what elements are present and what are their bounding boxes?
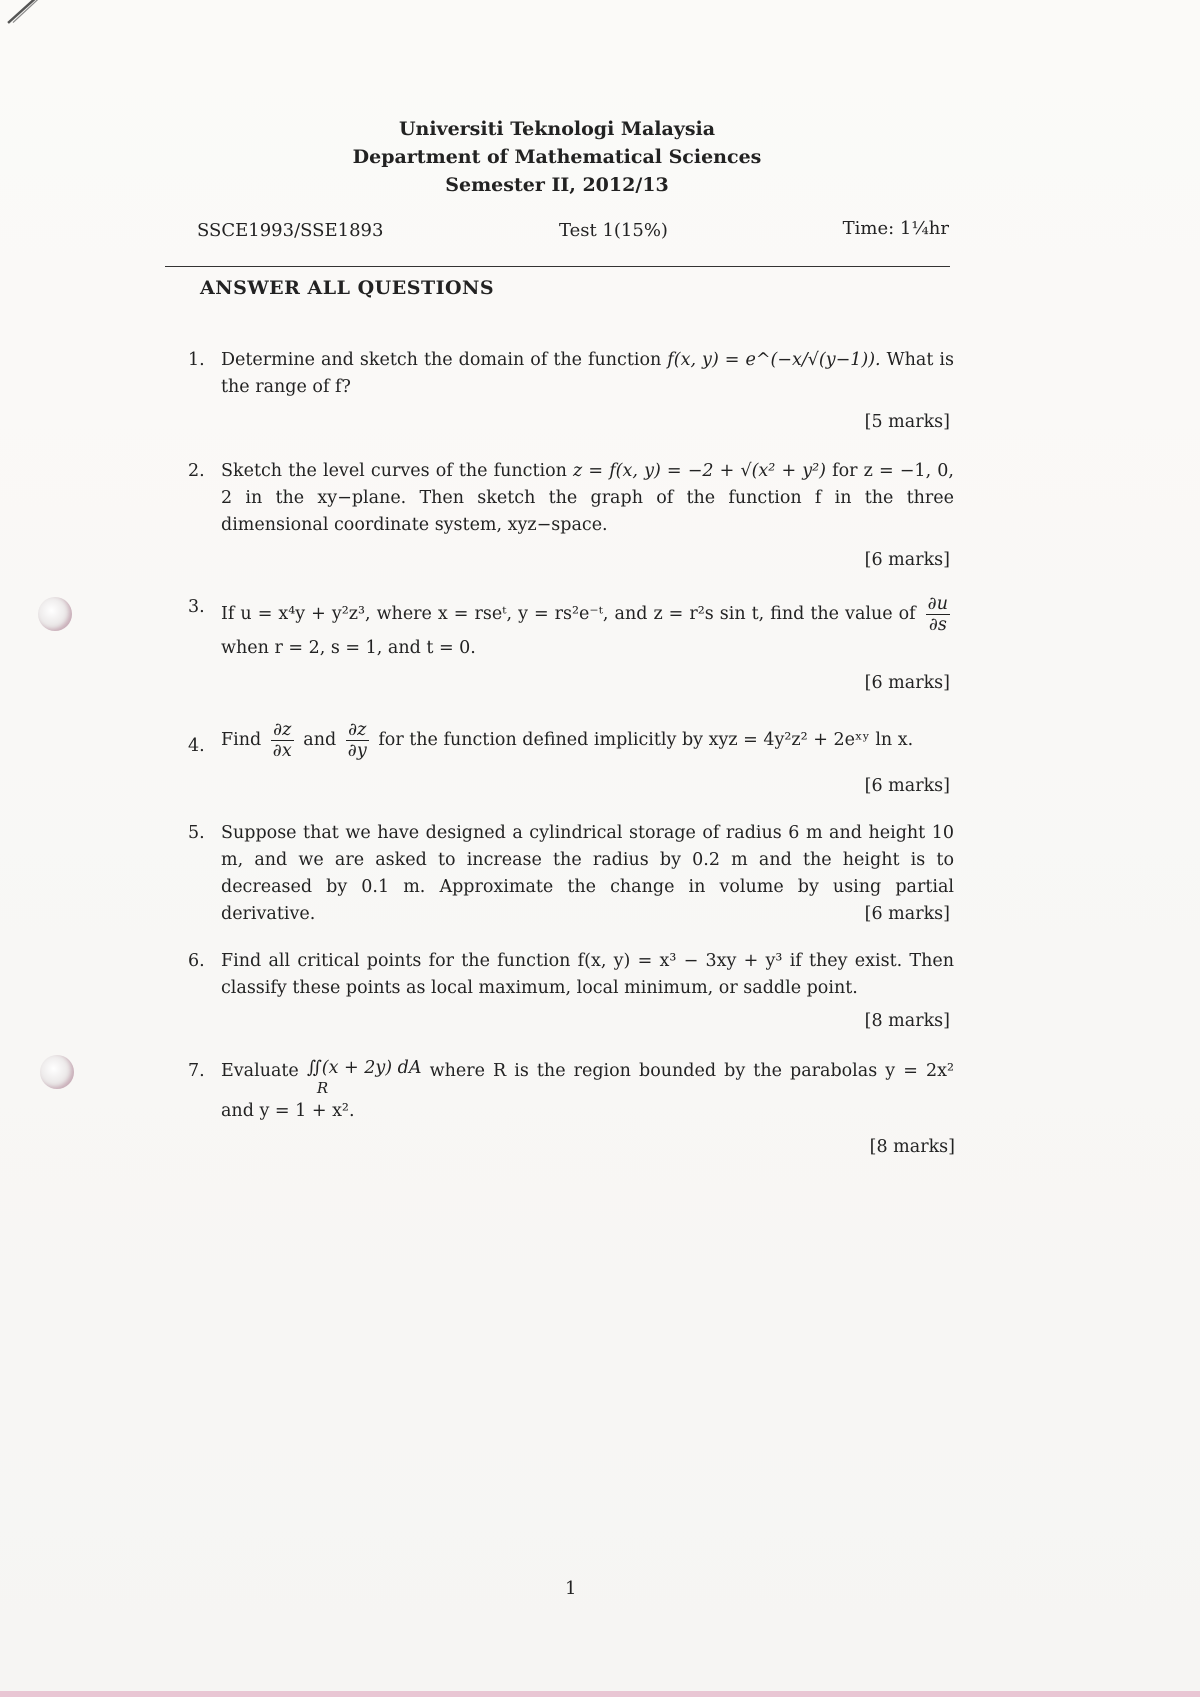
fraction-numerator: ∂u — [927, 594, 948, 614]
question-text: Evaluate — [221, 1061, 299, 1081]
semester-label: Semester II, 2012/13 — [445, 174, 669, 196]
question-text: Find — [221, 730, 262, 750]
question-text: when r = 2, s = 1, and t = 0. — [221, 638, 476, 658]
double-integral — [307, 1058, 422, 1098]
marks-label: [6 marks] — [864, 673, 950, 693]
marks-label: [5 marks] — [864, 412, 950, 432]
partial-fraction — [346, 720, 369, 761]
question-number: 5. — [188, 823, 205, 843]
question-number: 3. — [188, 597, 205, 617]
punch-hole-bottom — [40, 1055, 74, 1089]
question-number: 2. — [188, 461, 205, 481]
fraction-numerator: ∂z — [346, 720, 369, 741]
marks-label: [6 marks] — [864, 904, 950, 924]
question-6 — [188, 948, 954, 1002]
question-text: If u = x⁴y + y²z³, where x = rseᵗ, y = rs²e⁻ᵗ, and z = r²s sin t, find the value of — [221, 604, 916, 624]
question-number: 4. — [188, 736, 205, 756]
question-expression: z = f(x, y) = −2 + √(x² + y²) — [573, 461, 826, 481]
marks-label: [8 marks] — [864, 1011, 950, 1031]
question-text: for z = −1, 0, 2 in the xy−plane. Then sketch the graph of the function f in the three dimensional coordinate system, xyz−space. — [221, 461, 954, 535]
question-expression: f(x, y) = e^(−x/√(y−1)). — [667, 350, 881, 370]
question-text: What is the range of f? — [221, 350, 954, 397]
test-label: Test 1(15%) — [559, 220, 668, 241]
question-text: Determine and sketch the domain of the function — [221, 350, 662, 370]
question-number: 6. — [188, 951, 205, 971]
page-edge-tint — [0, 1691, 1200, 1697]
question-number: 1. — [188, 350, 205, 370]
fraction-denominator: ∂y — [347, 741, 367, 761]
page-number: 1 — [565, 1578, 577, 1599]
question-4 — [188, 720, 954, 761]
marks-label: [6 marks] — [864, 550, 950, 570]
question-3 — [188, 594, 954, 662]
question-text: for the function defined implicitly by xyz = 4y²z² + 2eˣʸ ln x. — [378, 730, 914, 750]
question-1 — [188, 347, 954, 401]
university-name: Universiti Teknologi Malaysia — [398, 118, 716, 140]
time-label: Time: 1¼hr — [842, 218, 949, 239]
exam-meta-row — [197, 220, 949, 250]
partial-fraction — [926, 594, 950, 635]
partial-fraction — [271, 720, 294, 761]
course-code: SSCE1993/SSE1893 — [197, 220, 384, 241]
question-7 — [188, 1058, 954, 1125]
marks-label: [8 marks] — [869, 1137, 955, 1157]
department-name: Department of Mathematical Sciences — [352, 146, 762, 168]
question-2 — [188, 458, 954, 539]
integral-expression: ∬(x + 2y) dA — [306, 1058, 422, 1078]
question-text: and — [303, 730, 337, 750]
exam-header — [300, 115, 814, 199]
pen-stroke-mark — [5, 0, 64, 27]
question-number: 7. — [188, 1061, 205, 1081]
marks-label: [6 marks] — [864, 776, 950, 796]
instruction-heading: ANSWER ALL QUESTIONS — [200, 277, 495, 299]
integral-region: R — [316, 1079, 329, 1097]
question-5 — [188, 820, 954, 928]
punch-hole-top — [38, 597, 72, 631]
question-text: Suppose that we have designed a cylindrical storage of radius 6 m and height 10 m, and we are asked to increase the radius by 0.2 m and the height is to decreased by 0.1 m. Approximate the change in volume by using partial derivative. — [221, 823, 954, 924]
fraction-numerator: ∂z — [271, 720, 294, 741]
question-text: where R is the region bounded by the parabolas y = 2x² and y = 1 + x². — [221, 1061, 954, 1121]
header-divider — [165, 266, 950, 267]
question-text: Sketch the level curves of the function — [221, 461, 567, 481]
question-text: Find all critical points for the function f(x, y) = x³ − 3xy + y³ if they exist. Then classify these points as local maximum, local minimum, or saddle point. — [221, 951, 954, 998]
fraction-denominator: ∂x — [272, 741, 292, 761]
fraction-denominator: ∂s — [928, 615, 947, 635]
